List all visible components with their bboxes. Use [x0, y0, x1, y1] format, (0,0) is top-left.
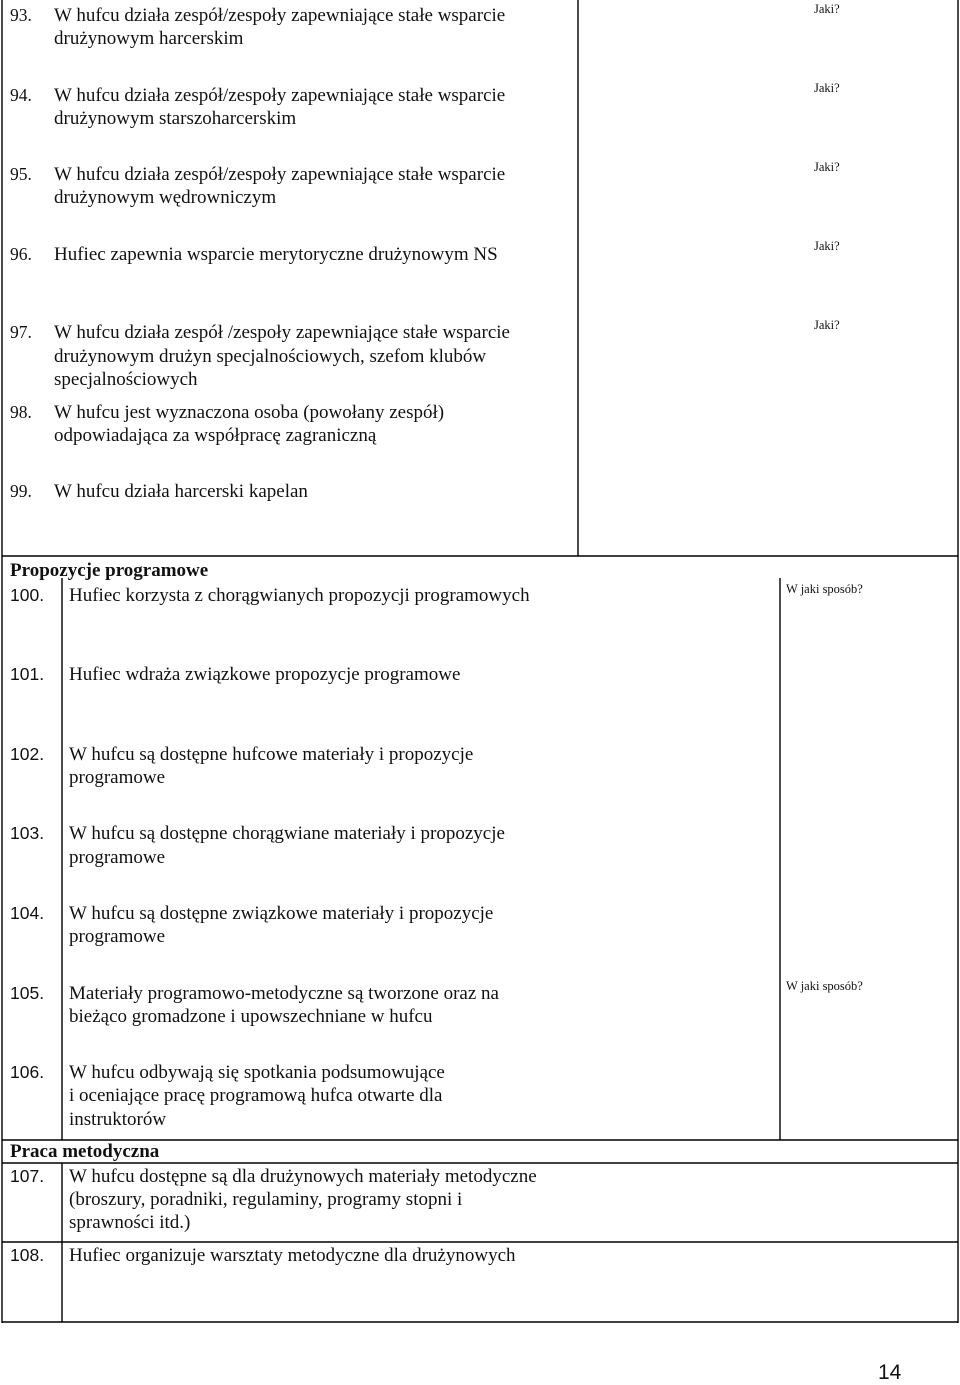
item-number: 94. — [10, 85, 32, 105]
item-text: (broszury, poradniki, regulaminy, programy stopni i — [69, 1189, 463, 1210]
page-number: 14 — [878, 1361, 902, 1384]
item-number: 100. — [10, 585, 45, 605]
question-prompt: Jaki? — [814, 318, 840, 332]
item-text: Materiały programowo-metodyczne są tworzone oraz na — [69, 983, 499, 1004]
item-text: programowe — [69, 847, 166, 868]
item-text: programowe — [69, 767, 166, 788]
item-text: drużynowym starszoharcerskim — [54, 108, 297, 129]
item-number: 97. — [10, 322, 32, 342]
item-number: 102. — [10, 744, 45, 764]
question-prompt: Jaki? — [814, 160, 840, 174]
item-text: Hufiec organizuje warsztaty metodyczne dla drużynowych — [69, 1245, 516, 1266]
item-text: programowe — [69, 926, 166, 947]
item-text: W hufcu działa zespół/zespoły zapewniające stałe wsparcie — [54, 85, 506, 106]
item-text: W hufcu odbywają się spotkania podsumowujące — [69, 1062, 445, 1083]
item-text: W hufcu są dostępne hufcowe materiały i propozycje — [69, 744, 474, 765]
item-text: instruktorów — [69, 1109, 167, 1130]
question-prompt: Jaki? — [814, 81, 840, 95]
item-text: W hufcu jest wyznaczona osoba (powołany zespół) — [54, 402, 445, 423]
item-text: i oceniające pracę programową hufca otwarte dla — [69, 1085, 443, 1106]
item-text: W hufcu działa zespół/zespoły zapewniające stałe wsparcie — [54, 164, 506, 185]
item-number: 107. — [10, 1166, 45, 1186]
item-text: Hufiec wdraża związkowe propozycje programowe — [69, 664, 461, 685]
question-prompt: W jaki sposób? — [786, 979, 863, 993]
question-prompt: Jaki? — [814, 239, 840, 253]
item-text: drużynowym harcerskim — [54, 28, 244, 49]
item-text: drużynowym wędrowniczym — [54, 187, 277, 208]
item-text: W hufcu dostępne są dla drużynowych materiały metodyczne — [69, 1166, 537, 1187]
item-number: 93. — [10, 5, 32, 25]
item-text: odpowiadająca za współpracę zagraniczną — [54, 425, 377, 446]
item-number: 98. — [10, 402, 32, 422]
item-number: 101. — [10, 664, 45, 684]
item-text: Hufiec korzysta z chorągwianych propozycji programowych — [69, 585, 530, 606]
section-heading-method: Praca metodyczna — [10, 1141, 160, 1162]
item-number: 106. — [10, 1062, 45, 1082]
item-text: drużynowym drużyn specjalnościowych, szefom klubów — [54, 346, 487, 367]
item-number: 99. — [10, 481, 32, 501]
item-number: 103. — [10, 823, 45, 843]
question-prompt: Jaki? — [814, 2, 840, 16]
section-heading-program: Propozycje programowe — [10, 560, 209, 581]
item-number: 104. — [10, 903, 45, 923]
item-text: W hufcu działa zespół/zespoły zapewniające stałe wsparcie — [54, 5, 506, 26]
item-text: bieżąco gromadzone i upowszechniane w hufcu — [69, 1006, 433, 1027]
item-text: W hufcu są dostępne chorągwiane materiały i propozycje — [69, 823, 505, 844]
question-prompt: W jaki sposób? — [786, 582, 863, 596]
item-number: 95. — [10, 164, 32, 184]
item-text: sprawności itd.) — [69, 1212, 191, 1233]
item-text: W hufcu działa zespół /zespoły zapewniające stałe wsparcie — [54, 322, 510, 343]
item-text: W hufcu są dostępne związkowe materiały i propozycje — [69, 903, 494, 924]
item-text: specjalnościowych — [54, 369, 198, 390]
item-number: 96. — [10, 244, 32, 264]
item-number: 108. — [10, 1245, 45, 1265]
item-text: W hufcu działa harcerski kapelan — [54, 481, 308, 502]
item-text: Hufiec zapewnia wsparcie merytoryczne drużynowym NS — [54, 244, 498, 265]
item-number: 105. — [10, 983, 45, 1003]
